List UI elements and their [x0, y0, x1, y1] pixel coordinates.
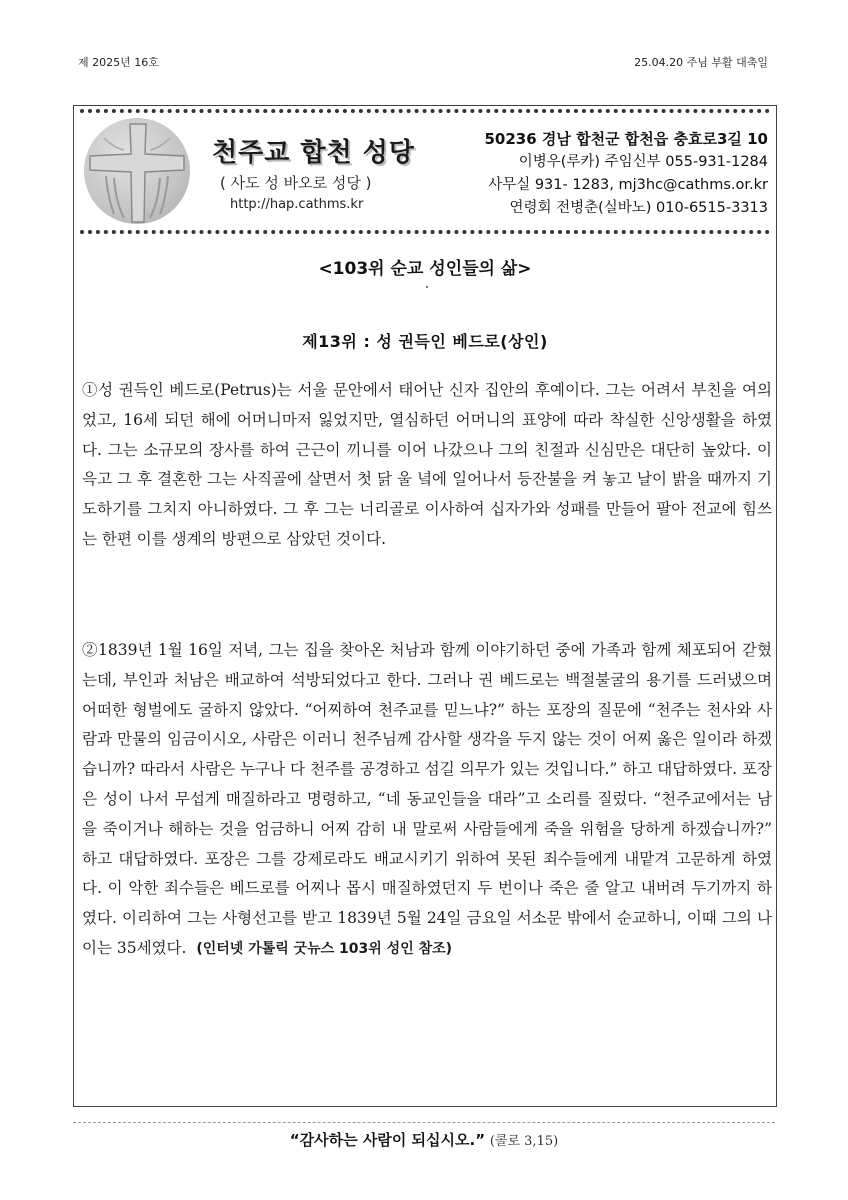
section-title: <103위 순교 성인들의 삶>	[318, 259, 532, 279]
council-contact: 연령회 전병춘(실바노) 010-6515-3313	[509, 200, 768, 216]
paragraph-1-text: ①성 권득인 베드로(Petrus)는 서울 문안에서 태어난 신자 집안의 후예이다. 그는 어려서 부친을 여의었고, 16세 되던 해에 어머니마저 잃었지만, 열심하던 어머니의 표양에 따라 착실한 신앙생활을 하였다. 그는 소규모의 장사를 하여 근근이 끼니를 이어 나갔으나 그의 친절과 신심만은 대단히 높았다. 이윽고 그 후 결혼한 그는 사직골에 살면서 첫 닭 울 녘에 일어나서 등잔불을 켜 놓고 날이 밝을 때까지 기도하기를 그치지 아니하였다. 그 후 그는 너리골로 이사하여 십자가와 성패를 만들어 팔아 전교에 힘쓰는 한편 이를 생계의 방편으로 삼았던 것이다.	[82, 381, 772, 548]
dotted-divider-top	[80, 109, 770, 113]
issue-number: 제 2025년 16호	[78, 56, 159, 69]
footer-quote-text: “감사하는 사람이 되십시오.”	[289, 1131, 486, 1149]
article-reference: (인터넷 가톨릭 굿뉴스 103위 성인 참조)	[196, 940, 453, 957]
footer-quote	[0, 1129, 848, 1150]
footer-divider	[73, 1122, 775, 1123]
dotted-divider-bottom	[80, 230, 770, 234]
saint-title: 제13위 : 성 권득인 베드로(상인)	[302, 332, 548, 351]
priest-contact: 이병우(루카) 주임신부 055-931-1284	[518, 154, 768, 170]
article-paragraph-1	[82, 376, 772, 555]
church-name: 천주교 합천 성당	[212, 138, 415, 168]
issue-date: 25.04.20 주님 부활 대축일	[634, 56, 768, 69]
article-paragraph-2	[82, 636, 772, 965]
church-url[interactable]: http://hap.cathms.kr	[230, 197, 364, 212]
church-subtitle: ( 사도 성 바오로 성당 )	[220, 174, 372, 192]
bulletin-frame	[73, 105, 777, 1107]
contact-block	[485, 128, 769, 220]
stray-dot	[426, 286, 428, 288]
church-logo-icon	[84, 118, 190, 224]
church-address: 50236 경남 합천군 합천읍 충효로3길 10	[484, 130, 768, 148]
footer-quote-source: (콜로 3,15)	[489, 1134, 559, 1149]
paragraph-2-text: ②1839년 1월 16일 저녁, 그는 집을 찾아온 처남과 함께 이야기하던 중에 가족과 함께 체포되어 갇혔는데, 부인과 처남은 배교하여 석방되었다고 한다. 그러나 권 베드로는 백절불굴의 용기를 드러냈으며 어떠한 형벌에도 굴하지 않았다. “어찌하여 천주교를 믿느냐?” 하는 포장의 질문에 “천주는 천사와 사람과 만물의 임금이시오, 사람은 이러니 천주님께 감사할 생각을 두지 않는 것이 어찌 옳은 일이라 하겠습니까? 따라서 사람은 누구나 다 천주를 공경하고 섬길 의무가 있는 것입니다.” 하고 대답하였다. 포장은 성이 나서 무섭게 매질하라고 명령하고, “네 동교인들을 대라”고 소리를 질렀다. “천주교에서는 남을 죽이거나 해하는 것을 엄금하니 어찌 감히 내 말로써 사람들에게 죽을 위험을 당하게 하겠습니까?” 하고 대답하였다. 포장은 그를 강제로라도 배교시키기 위하여 못된 죄수들에게 내맡겨 고문하게 하였다. 이 악한 죄수들은 베드로를 어찌나 몹시 매질하였던지 두 번이나 죽은 줄 알고 내버려 두기까지 하였다. 이리하여 그는 사형선고를 받고 1839년 5월 24일 금요일 서소문 밖에서 순교하니, 이때 그의 나이는 35세였다.	[82, 641, 772, 957]
office-contact: 사무실 931- 1283, mj3hc@cathms.or.kr	[488, 177, 768, 193]
